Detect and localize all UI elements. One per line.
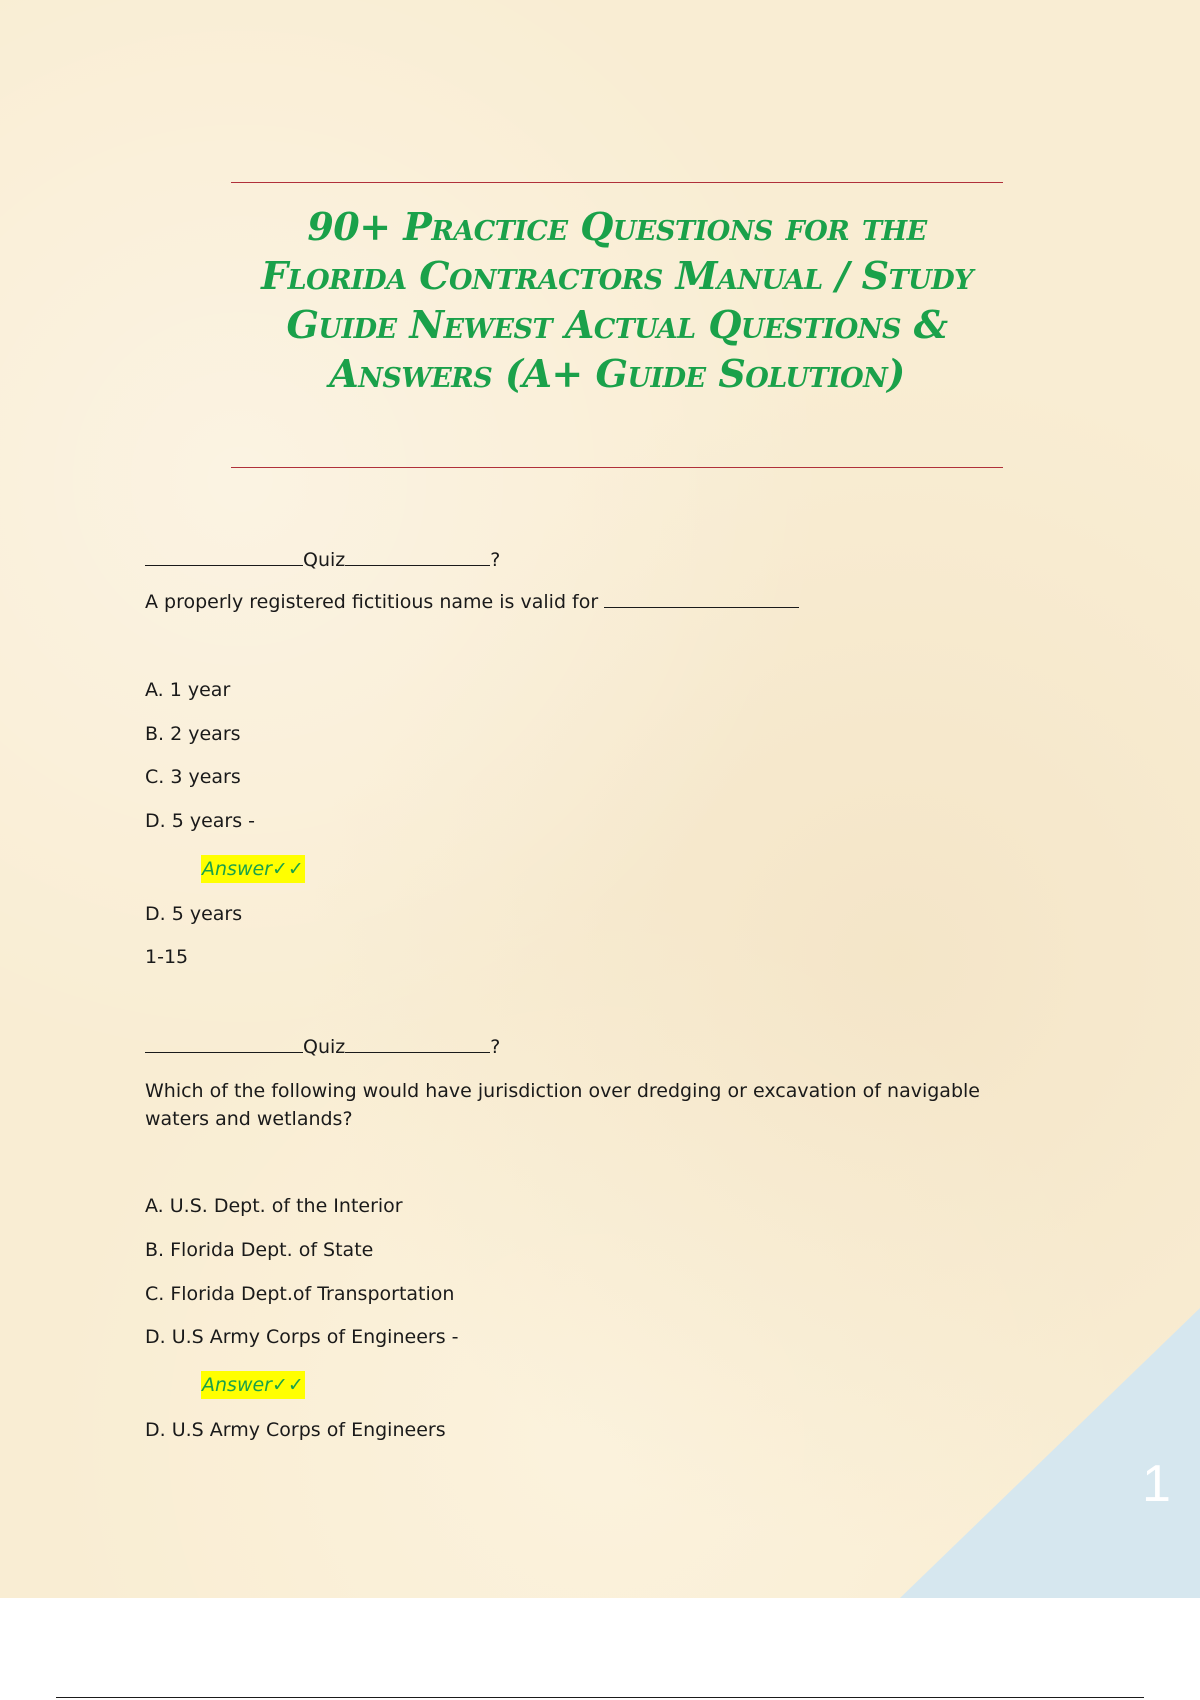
option-b: B. 2 years (145, 723, 241, 745)
quiz-heading-label: Quiz (303, 549, 346, 571)
quiz-heading (145, 546, 500, 574)
question-text: A properly registered fictitious name is valid for (145, 591, 599, 613)
heading-blank-left (145, 1052, 303, 1053)
title-top-rule (231, 182, 1003, 183)
correct-answer: D. 5 years (145, 903, 243, 925)
option-d: D. U.S Army Corps of Engineers - (145, 1326, 459, 1348)
title-bottom-rule (231, 467, 1003, 468)
quiz-heading-suffix: ? (490, 549, 501, 571)
answer-highlight-label: Answer✓✓ (201, 855, 305, 883)
option-d: D. 5 years - (145, 810, 256, 832)
page-number: 1 (1142, 1455, 1171, 1513)
option-c: C. Florida Dept.of Transportation (145, 1283, 455, 1305)
document-title: 90+ Practice Questions for the Florida Contractors Manual / Study Guide Newest Actual Questions & Answers (A+ Guide Solution) (261, 204, 973, 396)
quiz-heading (145, 1033, 500, 1061)
heading-blank-left (145, 565, 303, 566)
footer-rule (56, 1697, 1144, 1698)
option-a: A. 1 year (145, 679, 231, 701)
reference-number: 1-15 (145, 946, 189, 968)
correct-answer: D. U.S Army Corps of Engineers (145, 1419, 446, 1441)
quiz-heading-suffix: ? (490, 1036, 501, 1058)
question-blank (604, 607, 799, 608)
page-corner-decoration (900, 1308, 1200, 1598)
heading-blank-right (345, 1052, 490, 1053)
option-a: A. U.S. Dept. of the Interior (145, 1195, 403, 1217)
heading-blank-right (345, 565, 490, 566)
option-c: C. 3 years (145, 766, 241, 788)
answer-highlight-label: Answer✓✓ (201, 1371, 305, 1399)
quiz-question (145, 588, 799, 616)
quiz-heading-label: Quiz (303, 1036, 346, 1058)
quiz-question: Which of the following would have jurisdiction over dredging or excavation of navigable waters and wetlands? (145, 1080, 980, 1130)
option-b: B. Florida Dept. of State (145, 1239, 374, 1261)
